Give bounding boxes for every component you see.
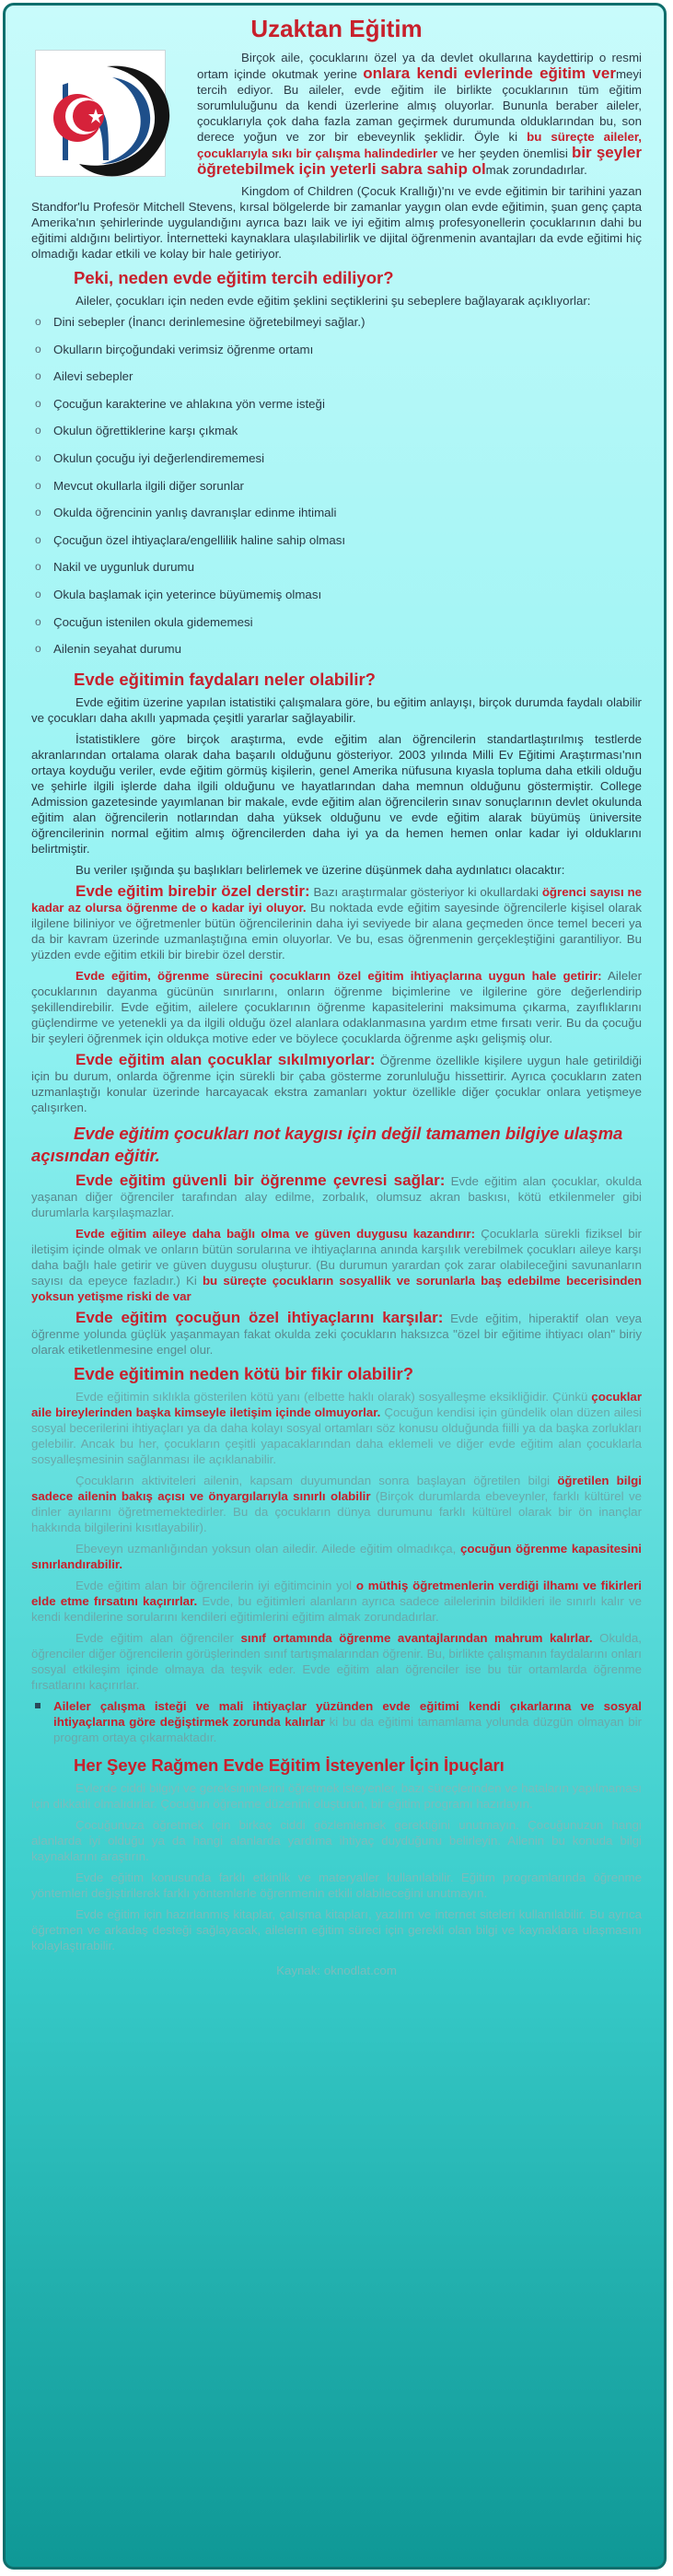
- list-item: o Okulun çocuğu iyi değerlendirememesi: [31, 450, 642, 466]
- benefits-heading: Evde eğitimin faydaları neler olabilir?: [74, 669, 376, 689]
- worst-list: [31, 1698, 642, 1745]
- benefit-2: Evde eğitim, öğrenme sürecini çocukların özel eğitim ihtiyaçlarına uygun hale getirir: Aileler çocuklarının dayanma gücünün sınırlarını, onların öğrenme biçimlerine ve ilgilerine göre değerlendirip şekillendirebilir. Evde eğitim, ailelere çocuklarının öğrenme kapasitelerini maksimuma çıkarma, zayıflıklarını güçlendirme ve yetenekli ya da ilgili olduğu özel alanlara odaklanmasına yardım etme fırsatı verir. Bu da çocuğu bir şeyleri öğrenmek için oldukça motive eder ve böylece çocuklarda öğrenme aşkı gelişmiş olur.: [31, 968, 642, 1045]
- benefits-paragraph-1: Evde eğitim üzerine yapılan istatistiki çalışmalara göre, bu eğitim anlayışı, birçok durumda faydalı olabilir ve çocukları daha akıllı yapmada çeşitli yararlar sağlayabilir.: [31, 694, 642, 725]
- worst-paragraph-5: Evde eğitim alan öğrenciler sınıf ortamında öğrenme avantajlarından mahrum kalırlar. Okulda, öğrenciler diğer öğrencilerin görüşlerinden sınıf tartışmalarından öğrenir. Bu, birlikte çalışmanın faydalarını onları sosyal etkileşim içinde olmaya da teşvik eder. Evde eğitim alan öğrenciler ise bu tür ortamlarda öğrenme fırsatlarını kaçırırlar.: [31, 1630, 642, 1692]
- tips-paragraph-4: Evde eğitim için hazırlanmış kitaplar, çalışma kitapları, yazılım ve internet siteleri kullanılabilir. Bu ayrıca öğretmen ve arkadaş desteği sağlayacak, ailelerin eğitim süreci için gerekli olan bilgi ve kaynaklara ulaşmasını kolaylaştırabilir.: [31, 1906, 642, 1952]
- list-item: o Mevcut okullarla ilgili diğer sorunlar: [31, 478, 642, 494]
- worst-paragraph-2: Çocukların aktiviteleri ailenin, kapsam duyumundan sonra başlayan öğretilen bilgi öğretilen bilgi sadece ailenin bakış açısı ve önyargılarıyla sınırlı olabilir (Birçok durumlarda ebeveynler, farklı kültürel ve dinler ayılarını öğretmemektedirler. Bu da çocukların dünya durumunu farklı kültürel olarak bir ön inançlar hakkında bilgilerini kısıtlayabilir).: [31, 1473, 642, 1534]
- list-item: o Çocuğun özel ihtiyaçlara/engellilik haline sahip olması: [31, 532, 642, 548]
- tips-paragraph-3: Evde eğitim konusunda farklı etkinlik ve materyaller kullanılabilir. Eğitim programlarında öğrenme yöntemleri değiştirilerek farklı yöntemlerle öğrenmenin etkili olabileceğini unutmayın.: [31, 1870, 642, 1900]
- why-heading: Peki, neden evde eğitim tercih ediliyor?: [74, 268, 394, 287]
- list-item: o Çocuğun karakterine ve ahlakına yön verme isteği: [31, 396, 642, 412]
- list-item: o Çocuğun istenilen okula gidememesi: [31, 614, 642, 630]
- tips-heading: Her Şeye Rağmen Evde Eğitim İsteyenler İçin İpuçları: [74, 1754, 505, 1775]
- list-item: o Ailenin seyahat durumu: [31, 641, 642, 657]
- tips-paragraph-1: Evlerde ciddi bilgiyi ve gereksinimlerini öğretmek isteyenler, bazı süreçlerinden ve hataların yapılmaması için dikkatli olmalıdırlar. Çocuğun öğrenme düzenini oluşturun, bir eğitim programı hazırlayın.: [31, 1780, 642, 1811]
- logo-mark-icon: [35, 50, 191, 183]
- list-item: o Okulun öğrettiklerine karşı çıkmak: [31, 423, 642, 438]
- reasons-list: [31, 314, 642, 657]
- worst-paragraph-3: Ebeveyn uzmanlığından yoksun olan ailedir. Ailede eğitim olmadıkça, çocuğun öğrenme kapasitesini sınırlandırabilir.: [31, 1541, 642, 1571]
- article-body: [6, 6, 664, 1978]
- article-card: [3, 3, 667, 2570]
- list-item: o Ailevi sebepler: [31, 368, 642, 384]
- benefit-1: Evde eğitim birebir özel derstir: Bazı araştırmalar gösteriyor ki okullardaki öğrenci sayısı ne kadar az olursa öğrenme de o kadar iyi oluyor. Bu noktada evde eğitim sayesinde öğrencilerle kişisel olarak ilgilene biliniyor ve öğretmenler bütün öğrencilerinin daha iyi seviyede bir alana geçmeden önce temel beceri ya da bir kavram üzerinde uzmanlaştığına emin oluyorlar. Ve bu, esas öğrenmenin gerçekleştiğini garantiliyor. Bu yüzden evde eğitim etkili bir birebir özel derstir.: [31, 881, 642, 962]
- intro-paragraph-1: Birçok aile, çocuklarını özel ya da devlet okullarına kaydettirip o resmi ortam içinde okutmak yerine onlara kendi evlerinde eğitim vermeyi tercih ediyor. Bu aileler, evde eğitim ile birlikte çocuklarının tüm eğitim sorumluluğunu da kendi üzerlerine almış oluyorlar. Bununla beraber aileler, çocuklarıyla çok daha fazla zaman geçirmek durumunda olduklarından bu, son derece yoğun ve zor bir ebeveynlik şeklidir. Öyle ki bu süreçte aileler, çocuklarıyla sıkı bir çalışma halindedirler ve her şeyden önemlisi bir şeyler öğretebilmek için yeterli sabra sahip olmak zorundadırlar.: [197, 51, 643, 178]
- worst-paragraph-1: Evde eğitimin sıklıkla gösterilen kötü yanı (elbette haklı olarak) sosyalleşme eksikliğidir. Çünkü çocuklar aile bireylerinden başka kimseyle iletişim içinde olmuyorlar. Çocuğun kendisi için gündelik olan düzen ailesi sosyal becerilerini ihtiyaçları ya da daha kolayı sosyal ortamları söz konusu olduğunda fiilli ya da başka zorlukları gelebilir. Ancak bu her, çocukların çeşitli yapacaklarından daha eklemeli ve diğer evde eğitim alan çocuklarla sosyalleşmesinin sağlanması ile açıklanabilir.: [31, 1389, 642, 1466]
- list-item: o Okula başlamak için yeterince büyümemiş olması: [31, 587, 642, 602]
- benefit-6: Evde eğitim aileye daha bağlı olma ve güven duygusu kazandırır: Çocuklarla sürekli fiziksel bir iletişim içinde olmak ve onların bütün sorularına ve ihtiyaçlarına anında karşılık verebilmek çocukları aileye karşı daha bağlı hale getirir ve güven duygusu oluşturur. (Bu durumun yarardan çok zarar olabileceğini savunanların sayısı da epeyce fazladır.) Ki bu süreçte çocukların sosyallik ve sorunlarla baş edebilme becerisinden yoksun yetişme riski de var: [31, 1226, 642, 1303]
- list-item: o Okulların birçoğundaki verimsiz öğrenme ortamı: [31, 342, 642, 357]
- worst-heading: Evde eğitimin neden kötü bir fikir olabilir?: [74, 1363, 414, 1383]
- page-title: Uzaktan Eğitim: [250, 15, 423, 42]
- list-item: o Okulda öğrencinin yanlış davranışlar edinme ihtimali: [31, 505, 642, 520]
- benefit-4-heading: Evde eğitim çocukları not kaygısı için değil tamamen bilgiye ulaşma açısından eğitir.: [31, 1123, 623, 1165]
- benefits-paragraph-2: İstatistiklere göre birçok araştırma, evde eğitim alan öğrencilerin standartlaştırılmış testlerde akranlarından ortalama olarak daha başarılı olduğunu gösteriyor. 2003 yılında Milli Ev Eğitimi Araştırması'nın ortaya koyduğu veriler, evde eğitim görmüş kişilerin, genel Amerika nüfusuna kıyasla topluma daha etkili olduğu ve şehirle ilgili işlerde daha ilgili olduğunu ve hayatlarından daha memnun olduğunu göstermiştir. College Admission gazetesinde yayımlanan bir makale, evde eğitim alan öğrencilerin sınav sonuçlarının devlet okulunda eğitim alan öğrencilerin notlarından daha yüksek olduğunu ve evde eğitim alarak büyümüş üniversite öğrencilerinin normal eğitim almış öğrencilerden daha iyi ya da hemen hemen onlar kadar iyi olduklarını belirtmiştir.: [31, 731, 642, 856]
- benefits-paragraph-3: Bu veriler ışığında şu başlıkları belirlemek ve üzerine düşünmek daha aydınlatıcı olacaktır:: [75, 862, 565, 877]
- site-logo: [35, 50, 182, 179]
- benefit-5: Evde eğitim güvenli bir öğrenme çevresi sağlar: Evde eğitim alan çocuklar, okulda yaşanan diğer öğrenciler tarafından alay edilme, zorbalık, olumsuz akran baskısı, kötü etkilenmeler gibi durumlarla karşılaşmazlar.: [31, 1171, 642, 1219]
- list-item: o Dini sebepler (İnancı derinlemesine öğretebilmeyi sağlar.): [31, 314, 642, 330]
- worst-paragraph-4: Evde eğitim alan bir öğrencilerin iyi eğitimcinin yol o müthiş öğretmenlerin verdiği ilhamı ve fikirleri elde etme fırsatını kaçırırlar. Evde, bu eğitimleri alanların ayrıca sadece ailelerinin bildikleri ile sınırlı kalır ve kendi kendilerine sorularını kendileri eğitimlerini eğitim almak zorundadırlar.: [31, 1578, 643, 1624]
- benefit-3: Evde eğitim alan çocuklar sıkılmıyorlar: Öğrenme özellikle kişilere uygun hale getirildiği için bu durum, onlarda öğrenme için sürekli bir çaba gösterme zorunluluğu hissettirir. Ayrıca çocukların zaten uzmanlaştığı konular üzerinde harcayacak ekstra zamanları yoktur özellikle diğer çocuklar onlara yetişmeye çalışırken.: [31, 1050, 642, 1114]
- tips-paragraph-2: Çocuğunuza öğretmek için birkaç ciddi gözlemlemek gerektiğini unutmayın. Çocuğunuzun hangi alanlarda iyi olduğu ya da hangi alanlarda yardıma ihtiyaç duyduğunu belirleyin. Ailenin bu konuda bilgi kaynaklarını araştırın.: [31, 1817, 642, 1863]
- intro-paragraph-2: Kingdom of Children (Çocuk Krallığı)'nı ve evde eğitimin bir tarihini yazan Standfor'lu Profesör Mitchell Stevens, kırsal bölgelerde bir zamanlar yaygın olan evde eğitimin, şuan genç çapta Amerika'nın şehirlerinde uygulandığını ayrıca bazı laik ve iyi eğitim almış profesyonellerin çocuklarının dahi bu eğitimi aldığını belirtiyor. İnternetteki kaynaklara ulaşılabilirlik ve dijital öğrenmenin avantajları da evde eğitimi hiç olmadığı kadar etkili ve kolay bir hale getiriyor.: [31, 184, 642, 261]
- benefit-7: Evde eğitim çocuğun özel ihtiyaçlarını karşılar: Evde eğitim, hiperaktif olan veya öğrenme yolunda güçlük yaşanmayan fakat okulda zeki çocukların haksızca "özel bir eğitime ihtiyacı olan" biriy olarak etiketlenmesine engel olur.: [31, 1308, 642, 1357]
- list-item: Aileler çalışma isteği ve mali ihtiyaçlar yüzünden evde eğitimi kendi çıkarlarına ve sosyal ihtiyaçlarına göre değiştirmek zorunda kalırlar ki bu da eğitimi tamamlama yolunda düzgün olmayan bir program ortaya çıkarmaktadır.: [31, 1698, 642, 1745]
- why-lead: Aileler, çocukları için neden evde eğitim şeklini seçtiklerini şu sebeplere bağlayarak açıklıyorlar:: [75, 294, 591, 308]
- source-credit: Kaynak: oknodlat.com: [276, 1963, 397, 1977]
- list-item: o Nakil ve uygunluk durumu: [31, 559, 642, 575]
